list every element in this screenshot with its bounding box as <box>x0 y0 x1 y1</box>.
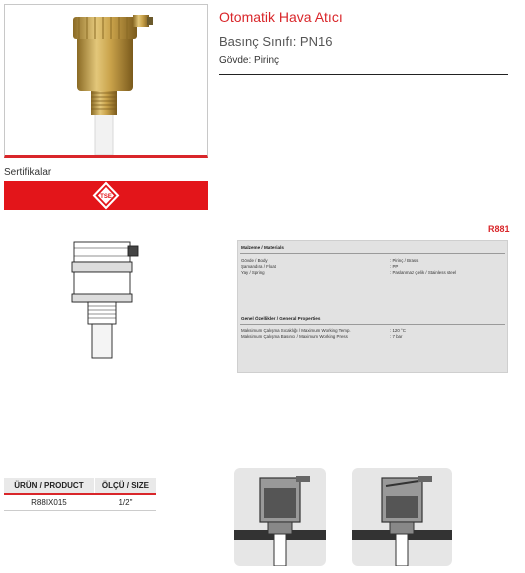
air-vent-photo-icon <box>5 5 207 155</box>
technical-drawing <box>60 236 150 367</box>
tse-logo-icon <box>4 181 208 210</box>
spec-value: : 120 °C <box>390 328 406 333</box>
product-code: R881 <box>488 224 510 234</box>
spec-value: : PP <box>390 264 399 269</box>
spec-key: Maksimum Çalışma Sıcaklığı / Maximum Working Temp. <box>241 328 351 333</box>
spec-sheet <box>237 240 508 373</box>
certificates-bar[interactable] <box>4 181 208 210</box>
product-size-table <box>4 478 156 511</box>
divider <box>219 74 508 75</box>
column-header-product: ÜRÜN / PRODUCT <box>4 478 94 494</box>
product-title: Otomatik Hava Atıcı <box>219 9 343 25</box>
spec-key: Şamandıra / Float <box>241 264 276 269</box>
cutaway-icon <box>352 468 452 566</box>
table-row <box>4 494 156 511</box>
divider <box>240 324 505 325</box>
product-photo[interactable] <box>4 4 208 158</box>
pressure-class: Basınç Sınıfı: PN16 <box>219 34 333 49</box>
certificates-label: Sertifikalar <box>4 167 52 178</box>
materials-header: Malzeme / Materials <box>241 245 284 250</box>
spec-key: Yay / Spring <box>241 270 265 275</box>
spec-key: Maksimum Çalışma Basıncı / Maximum Working Press <box>241 334 348 339</box>
column-header-size: ÖLÇÜ / SIZE <box>94 478 156 494</box>
section-view-open <box>352 468 452 566</box>
cutaway-icon <box>234 468 326 566</box>
spec-value: : Paslanmaz çelik / Stainless steel <box>390 270 457 275</box>
spec-key: Gövde / Body <box>241 258 268 263</box>
general-header: Genel Özellikler / General Properties <box>241 316 321 321</box>
spec-value: : 7 bar <box>390 334 403 339</box>
size-cell: 1/2" <box>94 494 156 511</box>
spec-value: : Pirinç / Brass <box>390 258 419 263</box>
air-vent-drawing-icon <box>60 236 150 362</box>
divider <box>240 253 505 254</box>
product-cell: R88IX015 <box>4 494 94 511</box>
tse-logo-text: TSE <box>100 194 112 200</box>
section-view-closed <box>234 468 326 566</box>
body-material: Gövde: Pirinç <box>219 55 280 66</box>
